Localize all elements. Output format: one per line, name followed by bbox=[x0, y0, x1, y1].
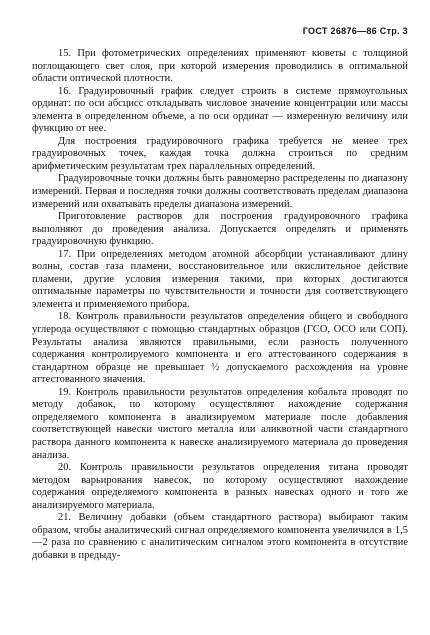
page-number: Стр. 3 bbox=[379, 26, 408, 36]
paragraph-16: 16. Градуировочный график следует строить в системе прямоугольных ординат: по оси абсцисс откладывать числовое значение концентрации или массы элемента в определенном объеме, а по оси ординат — измеренную величину или функцию от нее. bbox=[32, 85, 408, 135]
paragraph-17: 17. При определениях методом атомной абсорбции устанавливают длину волны, состав газа пламени, восстановительное или окислительное действие пламени, другие условия измерения такими, при которых достигаются оптимальные параметры по чувствительности и точности для соответствующего элемента и применяемого прибора. bbox=[32, 248, 408, 310]
standard-number: ГОСТ 26876—86 bbox=[302, 26, 377, 36]
paragraph-21: 21. Величину добавки (объем стандартного раствора) выбирают таким образом, чтобы аналитический сигнал определяемого компонента увеличился в 1,5—2 раза по сравнению с аналитическим сигналом этого компонента в отсутствие добавки в предыду- bbox=[32, 512, 408, 561]
page-header bbox=[303, 26, 408, 36]
paragraph-16-preparation: Приготовление растворов для построения градуировочного графика выполняют до проведения анализа. Допускается определять и применять градуировочную функцию. bbox=[32, 211, 408, 248]
paragraph-20: 20. Контроль правильности результатов определения титана проводят методом варьирования навесок, по которому осуществляют нахождение содержания определяемого компонента в разных навесках одного и того же анализируемого материала. bbox=[32, 462, 408, 511]
paragraph-16-points: Для построения градуировочного графика требуется не менее трех градуировочных точек, каждая точка должна строиться по средним арифметическим результатам трех параллельных определений. bbox=[32, 135, 408, 172]
paragraph-15: 15. При фотометрических определениях применяют кюветы с толщиной поглощающего свет слоя, при которой измерения проводились в оптимальной области оптической плотности. bbox=[32, 48, 408, 85]
document-body bbox=[32, 48, 408, 562]
paragraph-19: 19. Контроль правильности результатов определения кобальта проводят по методу добавок, по которому осуществляют нахождение содержания определяемого компонента в анализируемом материале после добавления соответствующей навески чистого металла или аликвотной части стандартного раствора данного компонента к навеске анализируемого материала до проведения анализа. bbox=[32, 386, 408, 461]
paragraph-16-distribution: Градуировочные точки должны быть равномерно распределены по диапазону измерений. Первая и последняя точки должны соответствовать пределам диапазона измерений или охватывать пределы диапазона измерений. bbox=[32, 173, 408, 210]
paragraph-18: 18. Контроль правильности результатов определения общего и свободного углерода осуществляют с помощью стандартных образцов (ГСО, ОСО или СОП). Результаты анализа являются правильными, если разность полученного содержания контролируемого компонента и его аттестованного содержания в стандартном образце не превышает ½ допускаемого расхождения на уровне аттестованного значения. bbox=[32, 311, 408, 386]
